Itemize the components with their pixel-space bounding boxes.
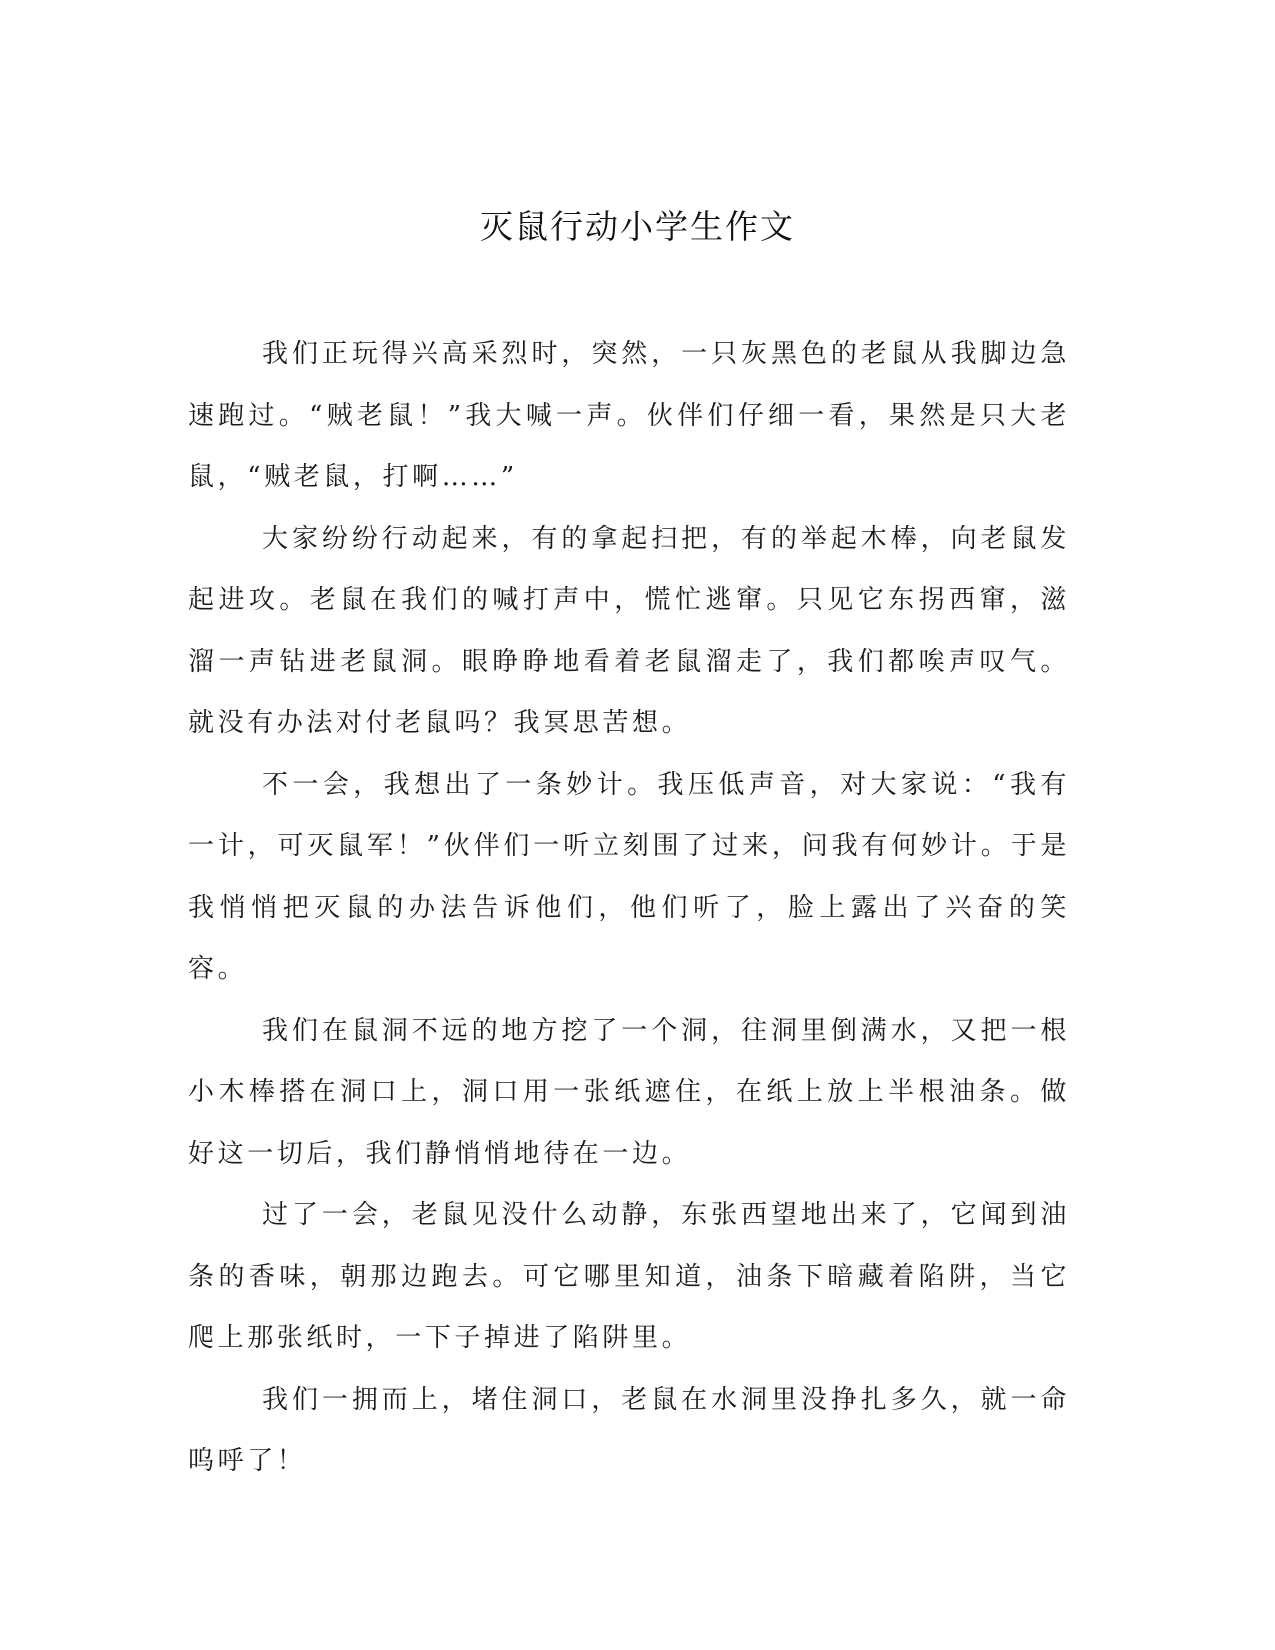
document-title: 灭鼠行动小学生作文: [480, 207, 795, 246]
paragraph-6: 我们一拥而上，堵住洞口，老鼠在水洞里没挣扎多久，就一命呜呼了！: [188, 1384, 1070, 1476]
paragraph-4: 我们在鼠洞不远的地方挖了一个洞，往洞里倒满水，又把一根小木棒搭在洞口上，洞口用一张纸遮住，在纸上放上半根油条。做好这一切后，我们静悄悄地待在一边。: [188, 1015, 1070, 1169]
essay-body: [188, 324, 1070, 1493]
paragraph-1: 我们正玩得兴高采烈时，突然，一只灰黑色的老鼠从我脚边急速跑过。“贼老鼠！”我大喊一声。伙伴们仔细一看，果然是只大老鼠，“贼老鼠，打啊……”: [188, 339, 1070, 492]
paragraph-2: 大家纷纷行动起来，有的拿起扫把，有的举起木棒，向老鼠发起进攻。老鼠在我们的喊打声中，慌忙逃窜。只见它东拐西窜，滋溜一声钻进老鼠洞。眼睁睁地看着老鼠溜走了，我们都唉声叹气。就没有办法对付老鼠吗？我冥思苦想。: [188, 523, 1070, 738]
paragraph-5: 过了一会，老鼠见没什么动静，东张西望地出来了，它闻到油条的香味，朝那边跑去。可它哪里知道，油条下暗藏着陷阱，当它爬上那张纸时，一下子掉进了陷阱里。: [188, 1200, 1070, 1353]
paragraph-3: 不一会，我想出了一条妙计。我压低声音，对大家说：“我有一计，可灭鼠军！”伙伴们一听立刻围了过来，问我有何妙计。于是我悄悄把灭鼠的办法告诉他们，他们听了，脸上露出了兴奋的笑容。: [188, 769, 1070, 984]
